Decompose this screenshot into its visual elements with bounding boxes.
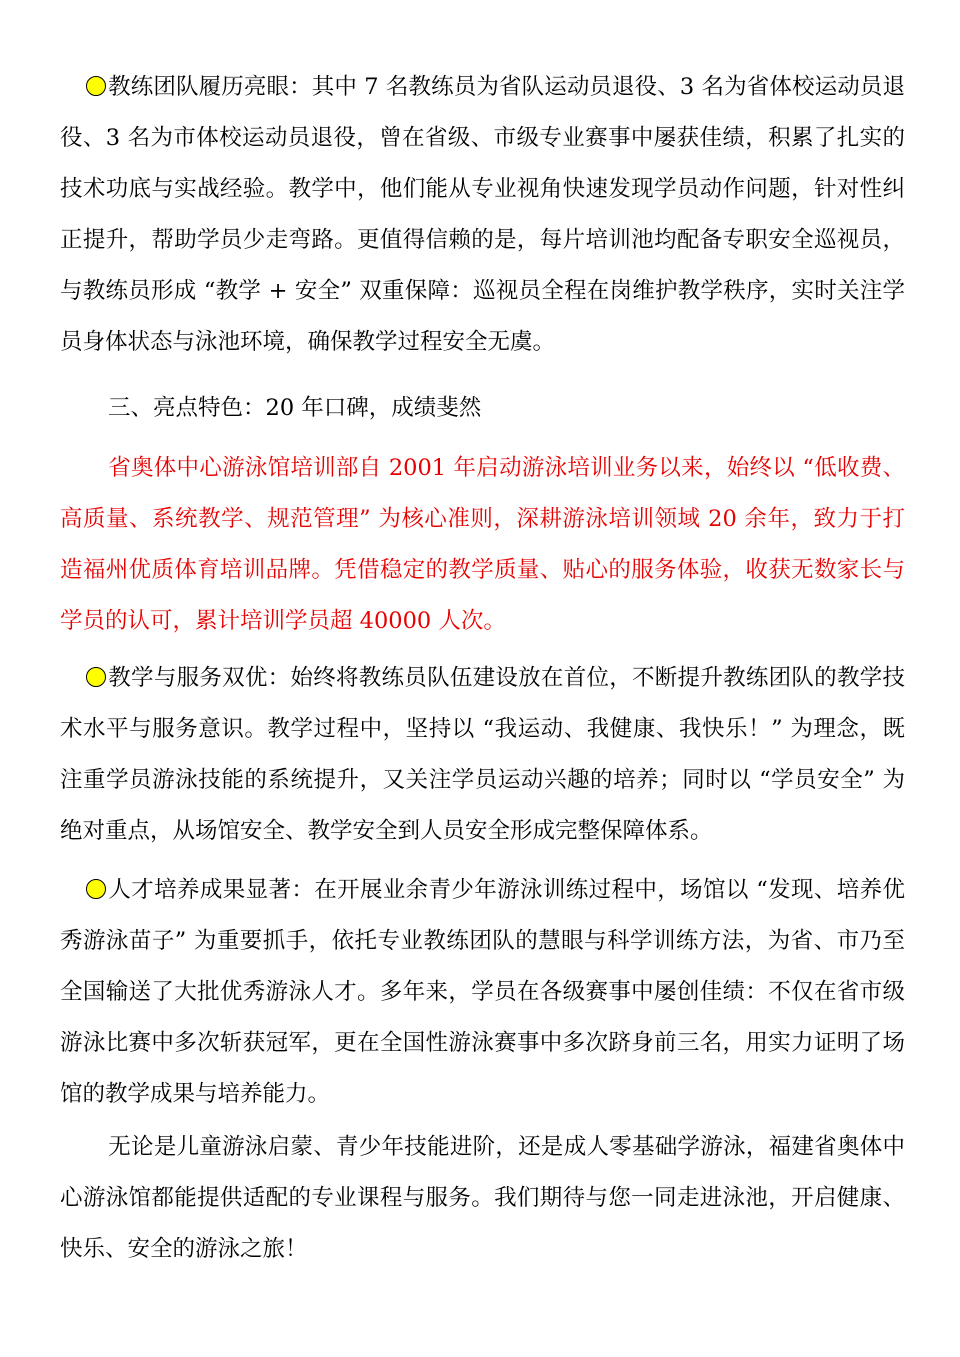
- paragraph-closing-text: 无论是儿童游泳启蒙、青少年技能进阶，还是成人零基础学游泳，福建省奥体中心游泳馆都能提供适配的专业课程与服务。我们期待与您一同走进泳池，开启健康、快乐、安全的游泳之旅！: [60, 1134, 905, 1262]
- paragraph-closing: [60, 1122, 905, 1275]
- yellow-circle-bullet-icon: [86, 76, 106, 96]
- paragraph-coach-team-text: 教练团队履历亮眼：其中 7 名教练员为省队运动员退役、3 名为省体校运动员退役、3 名为市体校运动员退役，曾在省级、市级专业赛事中屡获佳绩，积累了扎实的技术功底与实战经验。教学中，他们能从专业视角快速发现学员动作问题，针对性纠正提升，帮助学员少走弯路。更值得信赖的是，每片培训池均配备专职安全巡视员，与教练员形成 “教学 + 安全” 双重保障：巡视员全程在岗维护教学秩序，实时关注学员身体状态与泳池环境，确保教学过程安全无虞。: [60, 74, 905, 355]
- paragraph-talent-results: [60, 865, 905, 1120]
- paragraph-teaching-service-text: 教学与服务双优：始终将教练员队伍建设放在首位，不断提升教练团队的教学技术水平与服务意识。教学过程中，坚持以 “我运动、我健康、我快乐！” 为理念，既注重学员游泳技能的系统提升，又关注学员运动兴趣的培养；同时以 “学员安全” 为绝对重点，从场馆安全、教学安全到人员安全形成完整保障体系。: [60, 665, 905, 844]
- yellow-circle-bullet-icon: [86, 879, 106, 899]
- section-heading-highlights: 三、亮点特色：20 年口碑，成绩斐然: [108, 395, 482, 421]
- yellow-circle-bullet-icon: [86, 667, 106, 687]
- paragraph-talent-results-text: 人才培养成果显著：在开展业余青少年游泳训练过程中，场馆以 “发现、培养优秀游泳苗子” 为重要抓手，依托专业教练团队的慧眼与科学训练方法，为省、市乃至全国输送了大批优秀游泳人才。多年来，学员在各级赛事中屡创佳绩：不仅在省市级游泳比赛中多次斩获冠军，更在全国性游泳赛事中多次跻身前三名，用实力证明了场馆的教学成果与培养能力。: [60, 877, 905, 1107]
- paragraph-history-text: 省奥体中心游泳馆培训部自 2001 年启动游泳培训业务以来，始终以 “低收费、高质量、系统教学、规范管理” 为核心准则，深耕游泳培训领域 20 余年，致力于打造福州优质体育培训品牌。凭借稳定的教学质量、贴心的服务体验，收获无数家长与学员的认可，累计培训学员超 40000 人次。: [60, 455, 905, 634]
- paragraph-history: [60, 443, 905, 647]
- paragraph-teaching-service: [60, 653, 905, 857]
- paragraph-coach-team: [60, 62, 905, 368]
